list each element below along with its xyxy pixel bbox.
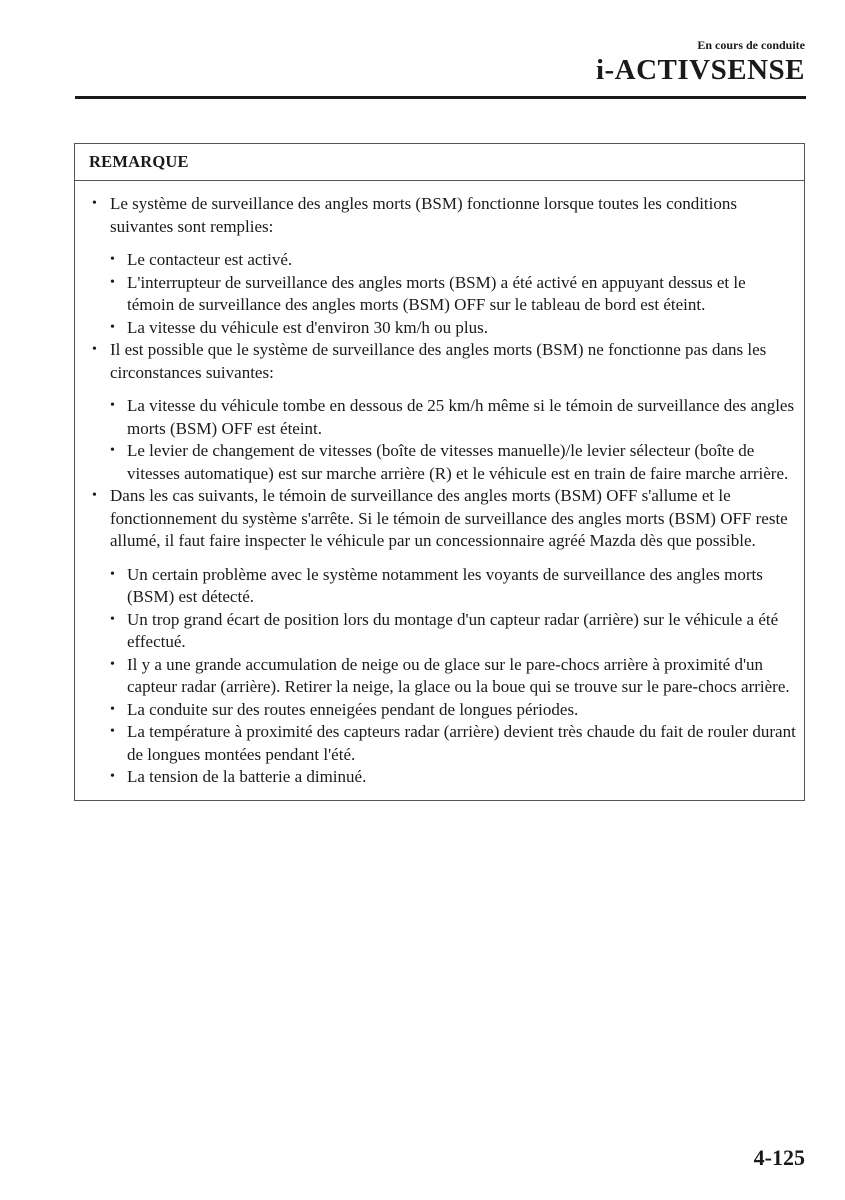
sub-list-item-text: Il y a une grande accumulation de neige ou de glace sur le pare-chocs arrière à proximité d'un capteur radar (arrière). Retirer la neige, la glace ou la boue qui se trouve sur le pare-chocs arrière.	[127, 654, 790, 696]
sub-list-item-text: Le levier de changement de vitesses (boîte de vitesses manuelle)/le levier sélecteur (boîte de vitesses automatique) est sur marche arrière (R) et le véhicule est en train de faire marche arrière.	[127, 441, 789, 483]
sub-list-item	[89, 317, 796, 340]
list-item-text: Le système de surveillance des angles morts (BSM) fonctionne lorsque toutes les conditions suivantes sont remplies:	[110, 194, 737, 236]
sub-list-item	[89, 766, 796, 789]
bullet-icon: •	[110, 274, 115, 290]
sub-list-item	[89, 609, 796, 654]
list-item	[89, 339, 796, 384]
sub-list-item-text: Un certain problème avec le système notamment les voyants de surveillance des angles morts (BSM) est détecté.	[127, 564, 763, 606]
sub-list-item-text: La conduite sur des routes enneigées pendant de longues périodes.	[127, 699, 579, 719]
bullet-icon: •	[110, 611, 115, 627]
sub-list-item	[89, 272, 796, 317]
bullet-icon: •	[110, 398, 115, 413]
sub-list-item	[89, 395, 796, 440]
bullet-icon: •	[110, 319, 115, 335]
note-body	[75, 181, 804, 800]
sub-list-item	[89, 699, 796, 722]
bullet-icon: •	[110, 252, 115, 267]
bullet-icon: •	[92, 488, 97, 503]
bullet-icon: •	[92, 342, 97, 357]
bullet-icon: •	[110, 701, 115, 717]
sub-list-item-text: La vitesse du véhicule est d'environ 30 km/h ou plus.	[127, 317, 488, 337]
bullet-icon: •	[110, 443, 115, 458]
page-header	[596, 38, 805, 86]
list-item-text: Dans les cas suivants, le témoin de surveillance des angles morts (BSM) OFF s'allume et le fonctionnement du système s'arrête. Si le témoin de surveillance des angles morts (BSM) OFF reste allumé, il faut faire inspecter le véhicule par un concessionnaire agréé Mazda dès que possible.	[110, 486, 788, 550]
chapter-title: i-ACTIVSENSE	[595, 54, 805, 86]
section-title: En cours de conduite	[697, 38, 805, 52]
bullet-icon: •	[110, 724, 115, 739]
bullet-icon: •	[110, 656, 115, 672]
sub-list-item	[89, 249, 796, 272]
list-item-text: Il est possible que le système de surveillance des angles morts (BSM) ne fonctionne pas dans les circonstances suivantes:	[110, 340, 767, 382]
note-title: REMARQUE	[75, 144, 804, 181]
page-number: 4-125	[753, 1145, 805, 1170]
header-rule	[75, 96, 806, 99]
bullet-icon: •	[110, 769, 115, 784]
sub-list-item-text: La vitesse du véhicule tombe en dessous de 25 km/h même si le témoin de surveillance des angles morts (BSM) OFF est éteint.	[127, 396, 795, 438]
list-item	[89, 193, 796, 238]
note-box	[74, 143, 805, 801]
sub-list-item	[89, 654, 796, 699]
sub-list-item-text: L'interrupteur de surveillance des angles morts (BSM) a été activé en appuyant dessus et le témoin de surveillance des angles morts (BSM) OFF sur le tableau de bord est éteint.	[127, 272, 746, 314]
sub-list-item	[89, 440, 796, 485]
sub-list-item-text: La tension de la batterie a diminué.	[127, 767, 367, 786]
list-item	[89, 485, 796, 553]
sub-list-item-text: Un trop grand écart de position lors du montage d'un capteur radar (arrière) sur le véhicule a été effectué.	[127, 609, 779, 651]
sub-list-item-text: La température à proximité des capteurs radar (arrière) devient très chaude du fait de rouler durant de longues montées pendant l'été.	[127, 722, 796, 764]
bullet-icon: •	[110, 566, 115, 582]
bullet-icon: •	[92, 196, 97, 211]
sub-list-item	[89, 564, 796, 609]
sub-list-item-text: Le contacteur est activé.	[127, 250, 293, 269]
sub-list-item	[89, 721, 796, 766]
